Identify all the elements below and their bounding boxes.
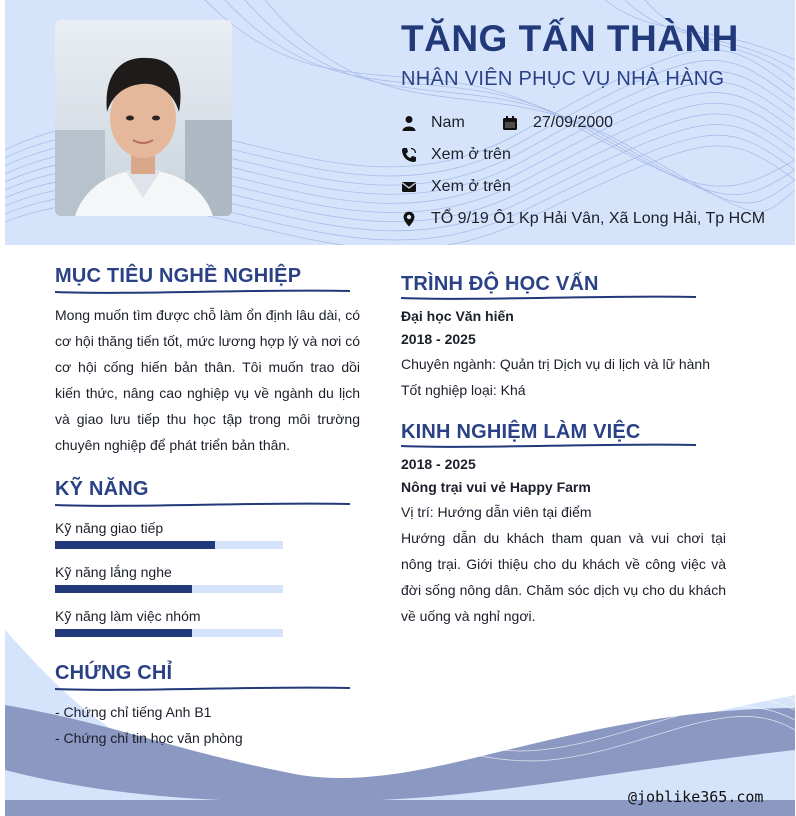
phone-icon xyxy=(401,147,417,163)
certificates-underline xyxy=(55,685,350,693)
education-grade: Tốt nghiệp loại: Khá xyxy=(401,382,526,398)
skill-bar-fill xyxy=(55,585,192,593)
skill-label: Kỹ năng lắng nghe xyxy=(55,564,172,580)
address-row xyxy=(401,208,765,230)
school-name: Đại học Văn hiến xyxy=(401,308,514,324)
company-name: Nông trại vui vẻ Happy Farm xyxy=(401,479,591,495)
experience-title: KINH NGHIỆM LÀM VIỆC xyxy=(401,421,641,443)
gender-value: Nam xyxy=(431,114,465,131)
profile-photo xyxy=(55,20,232,216)
skill-label: Kỹ năng giao tiếp xyxy=(55,520,164,536)
experience-position: Vị trí: Hướng dẫn viên tại điểm xyxy=(401,504,592,520)
skill-bar xyxy=(55,541,283,549)
email-value: Xem ở trên xyxy=(431,178,511,195)
skills-title: KỸ NĂNG xyxy=(55,478,149,500)
education-title: TRÌNH ĐỘ HỌC VẤN xyxy=(401,273,599,295)
email-row xyxy=(401,176,511,198)
objective-title: MỤC TIÊU NGHỀ NGHIỆP xyxy=(55,265,302,287)
certificate-item: - Chứng chỉ tiếng Anh B1 xyxy=(55,704,212,720)
gender-row xyxy=(401,112,465,134)
user-icon xyxy=(401,115,417,131)
phone-row xyxy=(401,144,511,166)
dob-row xyxy=(502,112,613,134)
skill-bar-fill xyxy=(55,629,192,637)
skills-underline xyxy=(55,501,350,509)
footer-handle: @joblike365.com xyxy=(628,788,764,806)
certificates-title: CHỨNG CHỈ xyxy=(55,662,173,684)
education-period: 2018 - 2025 xyxy=(401,331,476,347)
skill-bar xyxy=(55,629,283,637)
phone-value: Xem ở trên xyxy=(431,146,511,163)
certificate-item: - Chứng chỉ tin học văn phòng xyxy=(55,730,243,746)
education-major: Chuyên ngành: Quản trị Dịch vụ di lịch và lữ hành xyxy=(401,356,710,372)
candidate-name: TĂNG TẤN THÀNH xyxy=(401,18,739,59)
experience-description: Hướng dẫn du khách tham quan và vui chơi tại nông trại. Giới thiệu cho du khách về công việc và đời sống nông dân. Chăm sóc dịch vụ cho du khách về uống và nghỉ ngơi. xyxy=(401,530,726,624)
education-underline xyxy=(401,294,696,302)
objective-underline xyxy=(55,288,350,296)
address-value: TỔ 9/19 Ô1 Kp Hải Vân, Xã Long Hải, Tp HCM xyxy=(431,210,766,227)
experience-period: 2018 - 2025 xyxy=(401,456,476,472)
objective-text: Mong muốn tìm được chỗ làm ổn định lâu dài, có cơ hội thăng tiến tốt, mức lương hợp lý và nơi có cơ hội cống hiến bản thân. Tôi muốn trao dồi kiến thức, nâng cao nghiệp vụ về ngành du lịch và giao lưu tiếp thu học tập trong môi trường chuyên nghiệp để phát triển bản thân. xyxy=(55,307,360,453)
skill-bar-fill xyxy=(55,541,215,549)
job-title: NHÂN VIÊN PHỤC VỤ NHÀ HÀNG xyxy=(401,68,725,90)
skill-bar xyxy=(55,585,283,593)
map-pin-icon xyxy=(401,211,417,227)
calendar-icon xyxy=(502,115,518,131)
skill-label: Kỹ năng làm việc nhóm xyxy=(55,608,201,624)
experience-underline xyxy=(401,442,696,450)
envelope-icon xyxy=(401,179,417,195)
dob-value: 27/09/2000 xyxy=(533,114,614,131)
